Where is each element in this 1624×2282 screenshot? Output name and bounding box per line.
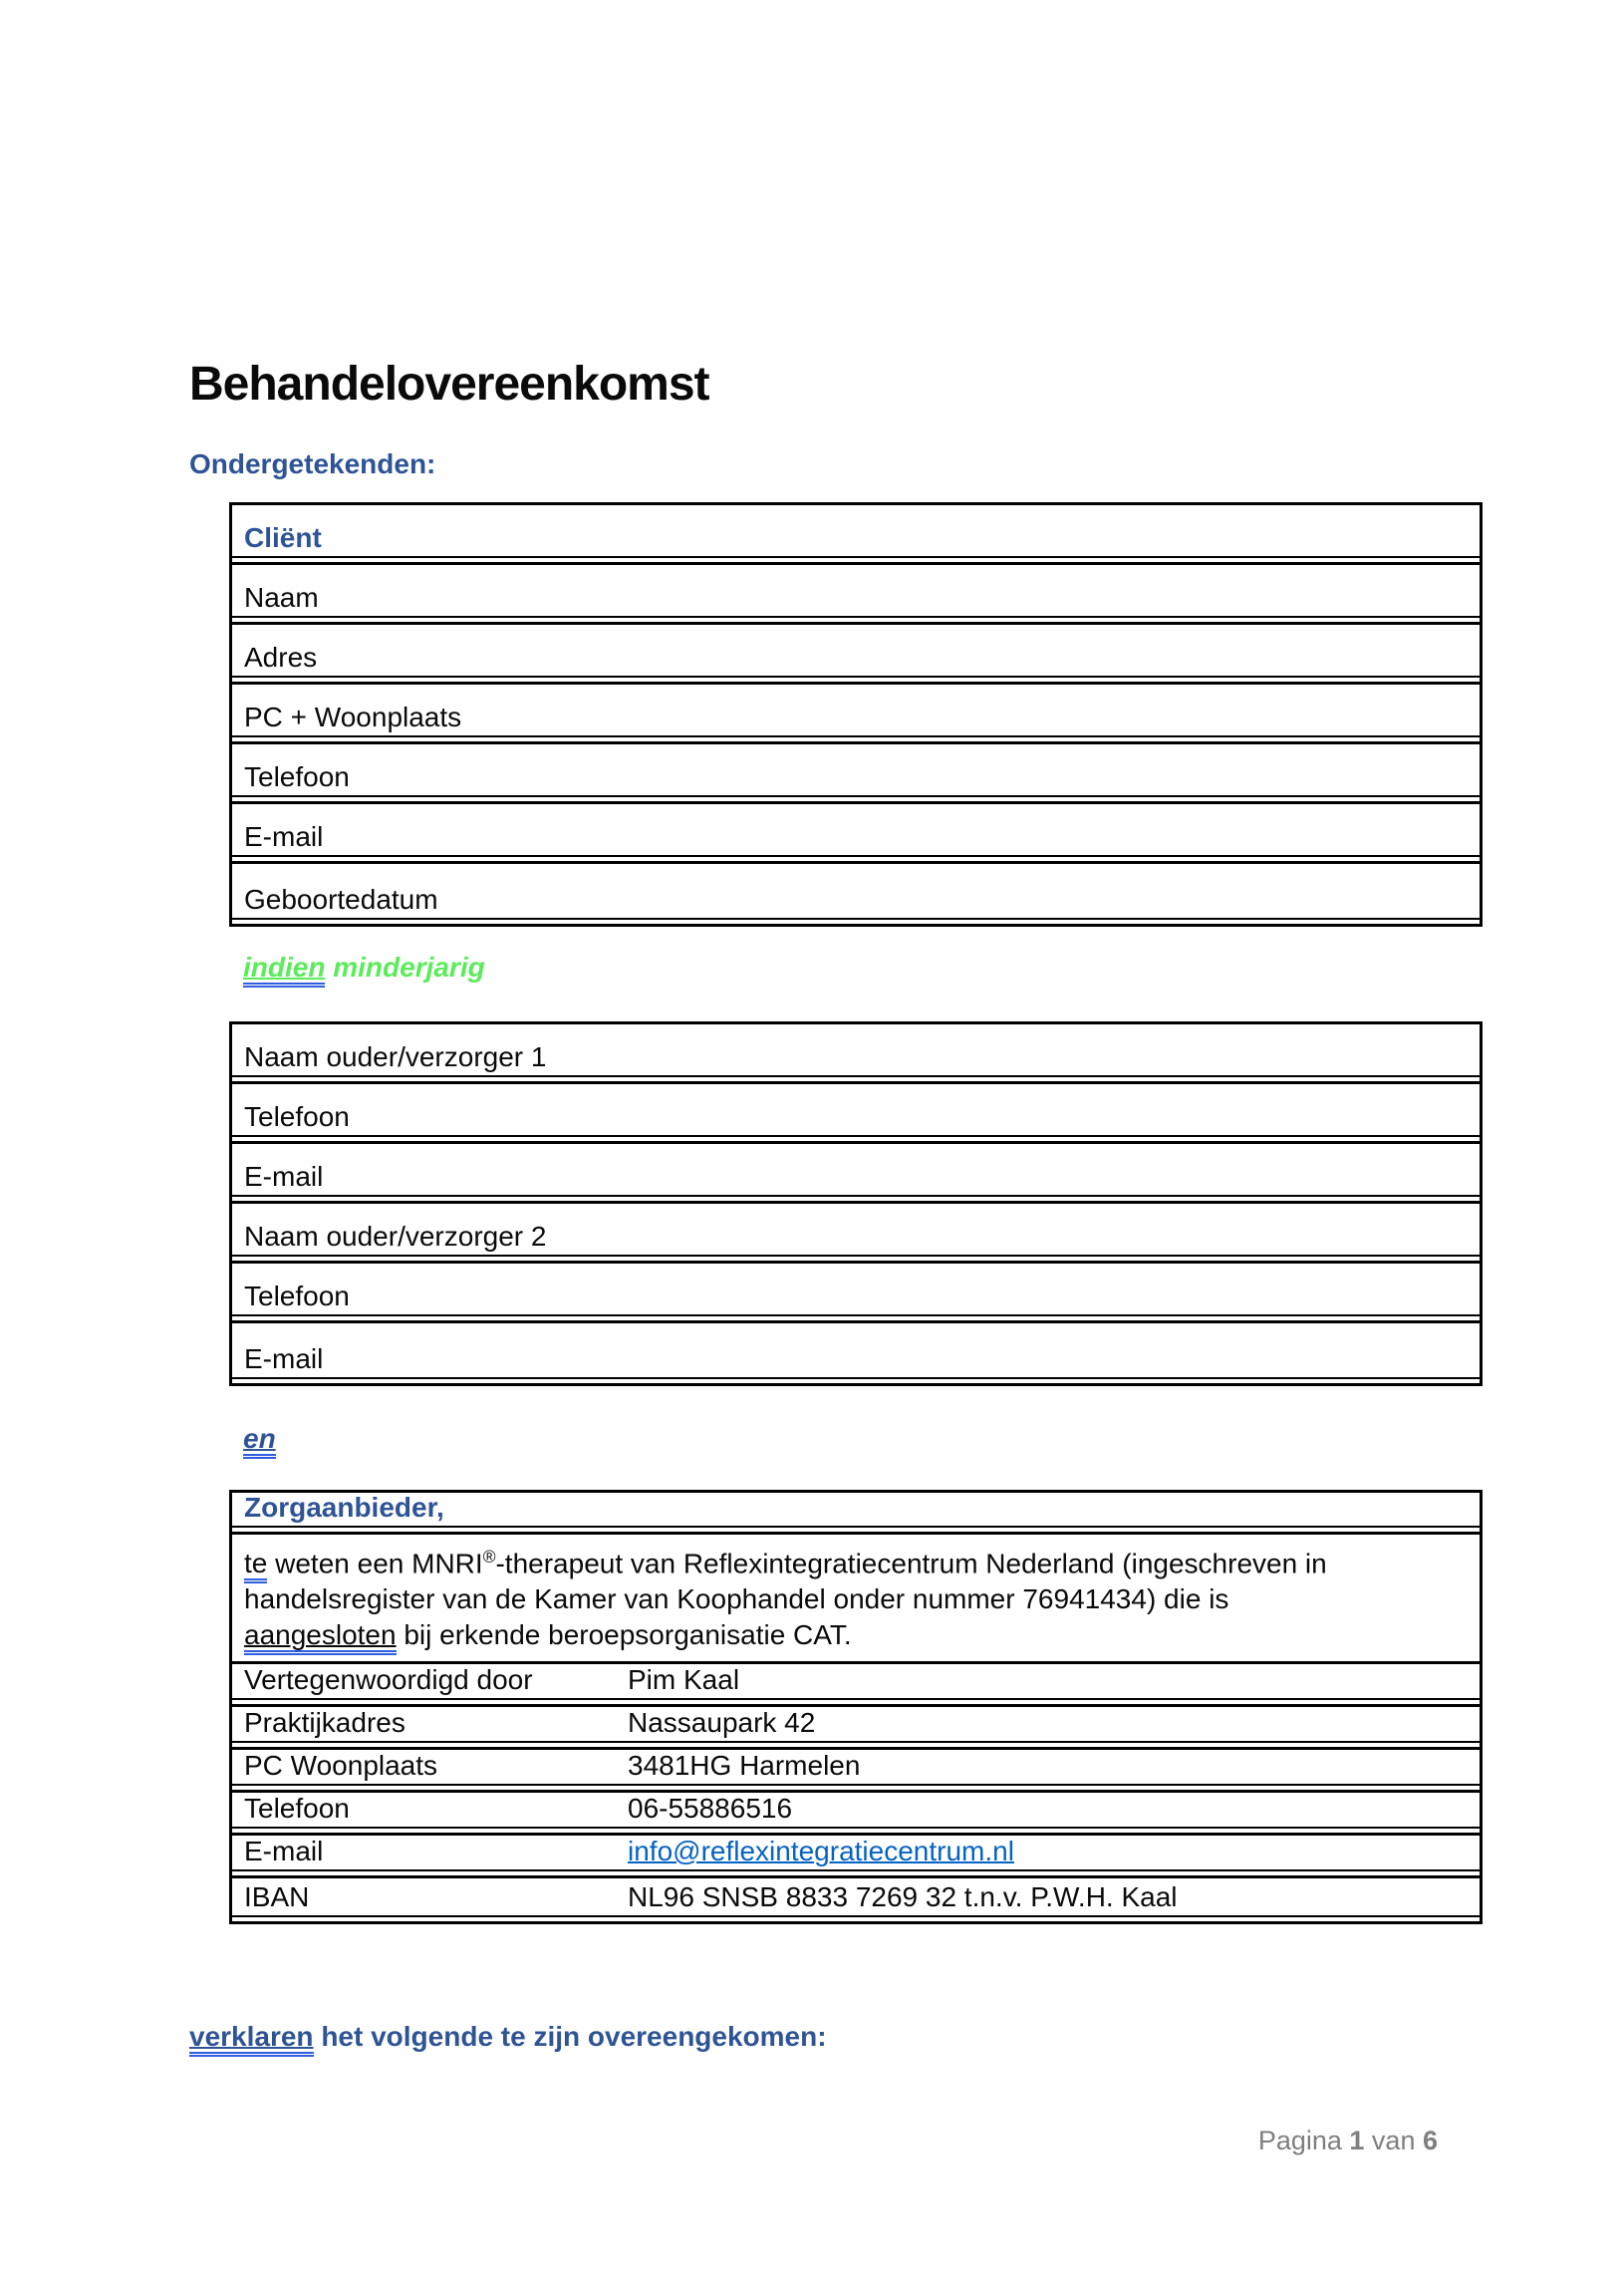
blank-entry-line[interactable] xyxy=(232,761,1480,797)
field-label: Naam xyxy=(244,581,319,613)
field-praktijkadres xyxy=(232,1707,1480,1750)
field-geboortedatum xyxy=(232,864,1480,924)
field-email xyxy=(232,804,1480,864)
guardian-table xyxy=(229,1021,1483,1386)
field-value: 3481HG Harmelen xyxy=(628,1750,861,1782)
client-table-header-row xyxy=(232,505,1480,565)
field-label: Telefoon xyxy=(244,1280,350,1311)
field-telefoon-provider xyxy=(232,1793,1480,1836)
provider-table-header: Zorgaanbieder, xyxy=(244,1491,444,1523)
client-table-header: Cliënt xyxy=(244,521,322,553)
field-iban xyxy=(232,1878,1480,1921)
declaration-line: verklaren het volgende te zijn overeengekomen: xyxy=(189,2021,827,2053)
blank-entry-line[interactable] xyxy=(232,582,1480,618)
field-adres xyxy=(232,625,1480,685)
field-label: PC + Woonplaats xyxy=(244,701,462,732)
client-table xyxy=(229,502,1483,927)
field-label: Naam ouder/verzorger 1 xyxy=(244,1040,547,1072)
field-label: Praktijkadres xyxy=(244,1707,406,1739)
field-label: Adres xyxy=(244,641,318,673)
email-link[interactable]: info@reflexintegratiecentrum.nl xyxy=(628,1836,1014,1867)
heading-indien-minderjarig: indien minderjarig xyxy=(243,952,485,984)
entry-line xyxy=(232,1750,1480,1786)
provider-table xyxy=(229,1490,1483,1924)
field-value: 06-55886516 xyxy=(628,1793,793,1825)
field-label: Telefoon xyxy=(244,760,350,792)
entry-line xyxy=(232,1707,1480,1743)
field-label: E-mail xyxy=(244,1160,324,1192)
field-label: E-mail xyxy=(244,1836,324,1867)
entry-line xyxy=(232,1664,1480,1700)
field-vertegenwoordigd-door xyxy=(232,1664,1480,1707)
field-label: E-mail xyxy=(244,1342,324,1374)
page-footer: Pagina 1 van 6 xyxy=(1257,2126,1438,2155)
field-value: Pim Kaal xyxy=(628,1664,740,1696)
field-label: E-mail xyxy=(244,820,324,852)
blank-entry-line[interactable] xyxy=(232,1343,1480,1379)
page-title: Behandelovereenkomst xyxy=(189,358,709,411)
blank-entry-line xyxy=(232,1492,1480,1528)
blank-entry-line[interactable] xyxy=(232,1281,1480,1316)
field-email-2 xyxy=(232,1323,1480,1383)
field-telefoon-1 xyxy=(232,1084,1480,1144)
blank-entry-line xyxy=(232,522,1480,558)
heading-ondergetekenden: Ondergetekenden: xyxy=(189,448,436,479)
field-naam-ouder-verzorger-1 xyxy=(232,1024,1480,1084)
entry-line xyxy=(232,1836,1480,1871)
blank-entry-line[interactable] xyxy=(232,702,1480,737)
heading-en: en xyxy=(243,1423,276,1455)
field-label: PC Woonplaats xyxy=(244,1750,438,1782)
blank-entry-line[interactable] xyxy=(232,1101,1480,1137)
field-label: IBAN xyxy=(244,1881,310,1913)
field-telefoon-2 xyxy=(232,1264,1480,1323)
blank-entry-line[interactable] xyxy=(232,821,1480,857)
field-label: Telefoon xyxy=(244,1100,350,1132)
field-email-provider xyxy=(232,1836,1480,1878)
blank-entry-line[interactable] xyxy=(232,1161,1480,1197)
provider-table-header-row xyxy=(232,1493,1480,1535)
blank-entry-line[interactable] xyxy=(232,642,1480,678)
blank-entry-line[interactable] xyxy=(232,884,1480,920)
field-telefoon xyxy=(232,744,1480,804)
field-label: Vertegenwoordigd door xyxy=(244,1664,533,1696)
field-value: Nassaupark 42 xyxy=(628,1707,816,1739)
field-label: Geboortedatum xyxy=(244,883,438,915)
field-naam-ouder-verzorger-2 xyxy=(232,1204,1480,1264)
field-email-1 xyxy=(232,1144,1480,1204)
entry-line xyxy=(232,1793,1480,1829)
field-pc-woonplaats-provider xyxy=(232,1750,1480,1793)
field-value: NL96 SNSB 8833 7269 32 t.n.v. P.W.H. Kaal xyxy=(628,1881,1178,1913)
field-pc-woonplaats xyxy=(232,685,1480,744)
blank-entry-line[interactable] xyxy=(232,1221,1480,1257)
blank-entry-line[interactable] xyxy=(232,1041,1480,1077)
provider-description: te weten een MNRI®-therapeut van Reflexintegratiecentrum Nederland (ingeschreven in handelsregister van de Kamer van Koophandel onder nummer 76941434) die is aangesloten bij erkende beroepsorganisatie CAT. xyxy=(232,1535,1480,1664)
entry-line xyxy=(232,1881,1480,1917)
field-label: Naam ouder/verzorger 2 xyxy=(244,1220,547,1252)
field-naam xyxy=(232,565,1480,625)
field-label: Telefoon xyxy=(244,1793,350,1825)
